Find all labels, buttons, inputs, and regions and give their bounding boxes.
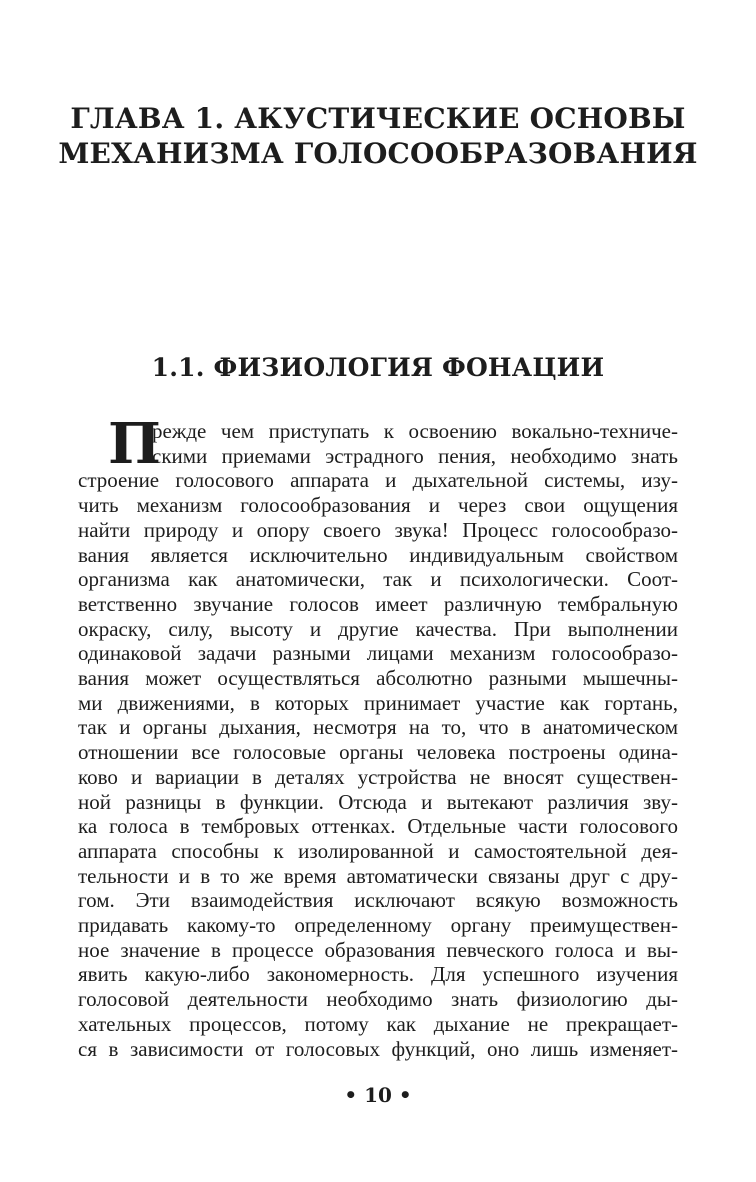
body-line: режде чем приступать к освоению вокально-техниче- (152, 419, 678, 443)
body-line: голосовой деятельности необходимо знать физиологию ды- (78, 987, 678, 1012)
body-line: ми движениями, в которых принимает участие как гортань, (78, 690, 678, 715)
drop-cap: П (108, 411, 161, 477)
body-line: отношении все голосовые органы человека построены одина- (78, 740, 678, 765)
body-line: так и органы дыхания, несмотря на то, что в анатомическом (78, 715, 678, 740)
body-line: аппарата способны к изолированной и самостоятельной дея- (78, 838, 678, 863)
body-line: гом. Эти взаимодействия исключают всякую возможность (78, 888, 678, 913)
page-number: • 10 • (344, 1083, 412, 1107)
body-line: ной разницы в функции. Отсюда и вытекают различия зву- (78, 789, 678, 814)
body-line: найти природу и опору своего звука! Процесс голосообразо- (78, 517, 678, 542)
body-line: чить механизм голосообразования и через свои ощущения (78, 493, 678, 518)
section-title: 1.1. ФИЗИОЛОГИЯ ФОНАЦИИ (151, 353, 605, 382)
body-line: ное значение в процессе образования певческого голоса и вы- (78, 937, 678, 962)
body-line: ково и вариации в деталях устройства не вносят существен- (78, 764, 678, 789)
body-line: окраску, силу, высоту и другие качества. При выполнении (78, 616, 678, 641)
body-line: скими приемами эстрадного пения, необходимо знать (152, 443, 678, 468)
paragraph (78, 411, 678, 1061)
body-line: ся в зависимости от голосовых функций, оно лишь изменяет- (78, 1036, 678, 1061)
body-line: одинаковой задачи разными лицами механизм голосообразо- (78, 641, 678, 666)
body-line: хательных процессов, потому как дыхание не прекращает- (78, 1011, 678, 1036)
body-line: строение голосового аппарата и дыхательной системы, изу- (78, 468, 678, 493)
body-line: явить какую-либо закономерность. Для успешного изучения (78, 962, 678, 987)
chapter-title-line2: МЕХАНИЗМА ГОЛОСООБРАЗОВАНИЯ (58, 137, 698, 170)
body-line: вания может осуществляться абсолютно разными мышечны- (78, 666, 678, 691)
body-line: ка голоса в тембровых оттенках. Отдельные части голосового (78, 814, 678, 839)
body-line: придавать какому-то определенному органу преимуществен- (78, 913, 678, 938)
chapter-title (48, 101, 708, 171)
body-line: вания является исключительно индивидуальным свойством (78, 542, 678, 567)
body-line: тельности и в то же время автоматически связаны друг с дру- (78, 863, 678, 888)
body-line: ветственно звучание голосов имеет различную тембральную (78, 591, 678, 616)
chapter-title-line1: ГЛАВА 1. АКУСТИЧЕСКИЕ ОСНОВЫ (70, 102, 686, 135)
body-line: организма как анатомически, так и психологически. Соот- (78, 567, 678, 592)
